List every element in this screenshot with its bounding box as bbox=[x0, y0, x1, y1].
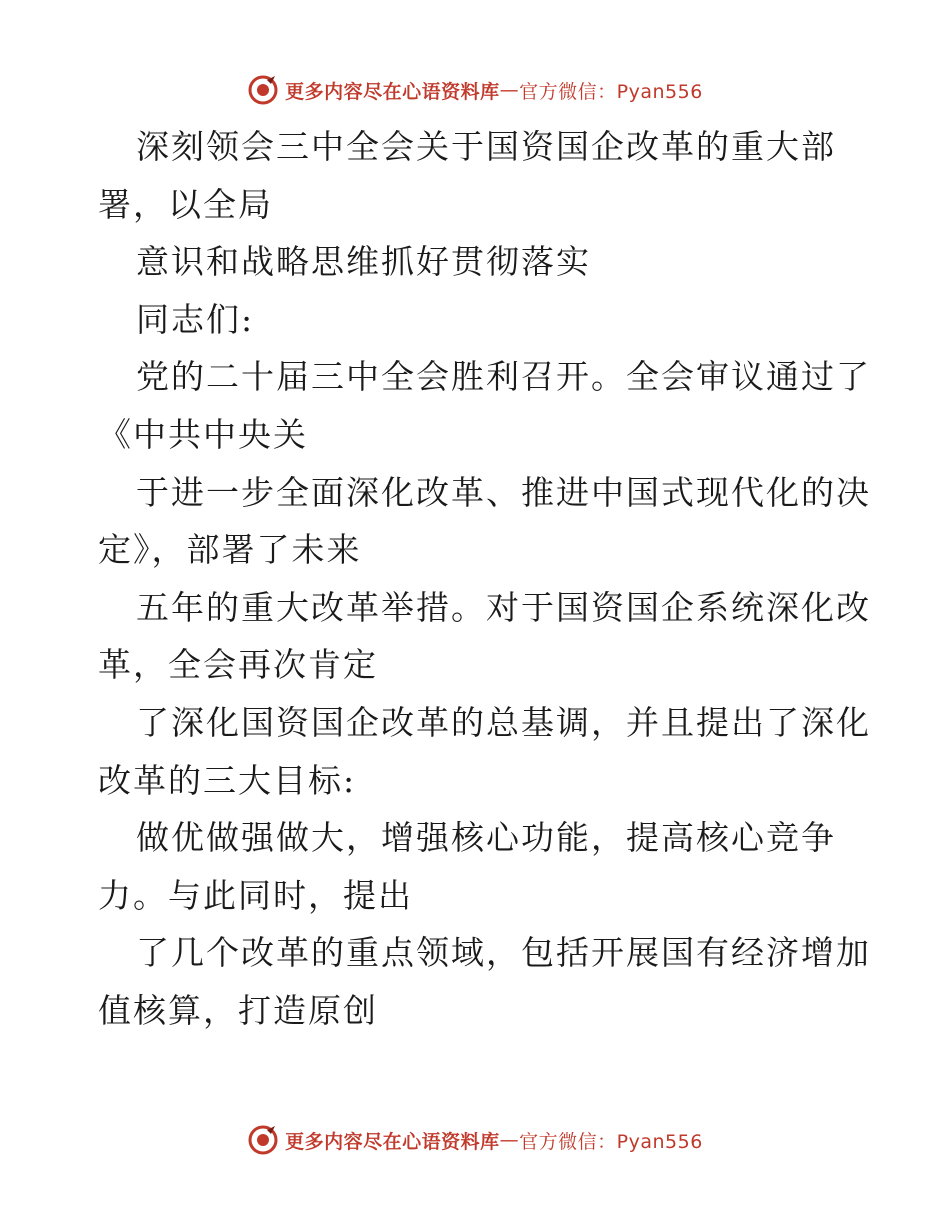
header-dash: — bbox=[499, 79, 520, 101]
body-line-7: 于进一步全面深化改革、推进中国式现代化的决 bbox=[136, 472, 871, 512]
header-wechat-text: 官方微信：Pyan556 bbox=[519, 80, 703, 103]
footer-dash: — bbox=[499, 1129, 520, 1151]
pen-logo-icon bbox=[247, 1124, 279, 1156]
body-line-16: 值核算，打造原创 bbox=[98, 990, 378, 1030]
body-line-9: 五年的重大改革举措。对于国资国企系统深化改 bbox=[136, 587, 871, 627]
body-line-1: 深刻领会三中全会关于国资国企改革的重大部 bbox=[136, 127, 836, 166]
body-line-14: 力。与此同时，提出 bbox=[98, 875, 413, 915]
header-banner bbox=[0, 70, 950, 110]
header-site-text: 更多内容尽在心语资料库 bbox=[285, 80, 500, 103]
body-line-4: 同志们: bbox=[136, 299, 255, 339]
body-line-6: 《中共中央关 bbox=[98, 414, 308, 454]
footer-wechat-text: 官方微信：Pyan556 bbox=[519, 1130, 703, 1153]
body-line-2: 署，以全局 bbox=[98, 184, 273, 224]
footer-site-text: 更多内容尽在心语资料库 bbox=[285, 1130, 500, 1153]
pen-logo-icon bbox=[247, 74, 279, 106]
body-line-13: 做优做强做大，增强核心功能，提高核心竞争 bbox=[136, 818, 836, 858]
body-line-8: 定》，部署了未来 bbox=[98, 530, 362, 570]
body-line-15: 了几个改革的重点领域，包括开展国有经济增加 bbox=[136, 933, 871, 973]
body-line-3: 意识和战略思维抓好贯彻落实 bbox=[136, 242, 591, 282]
document-body bbox=[98, 118, 871, 1040]
body-line-11: 了深化国资国企改革的总基调，并且提出了深化 bbox=[136, 702, 871, 742]
body-line-12: 改革的三大目标: bbox=[98, 760, 357, 800]
body-line-5: 党的二十届三中全会胜利召开。全会审议通过了 bbox=[136, 357, 871, 397]
footer-banner bbox=[0, 1120, 950, 1160]
body-line-10: 革，全会再次肯定 bbox=[98, 645, 378, 685]
